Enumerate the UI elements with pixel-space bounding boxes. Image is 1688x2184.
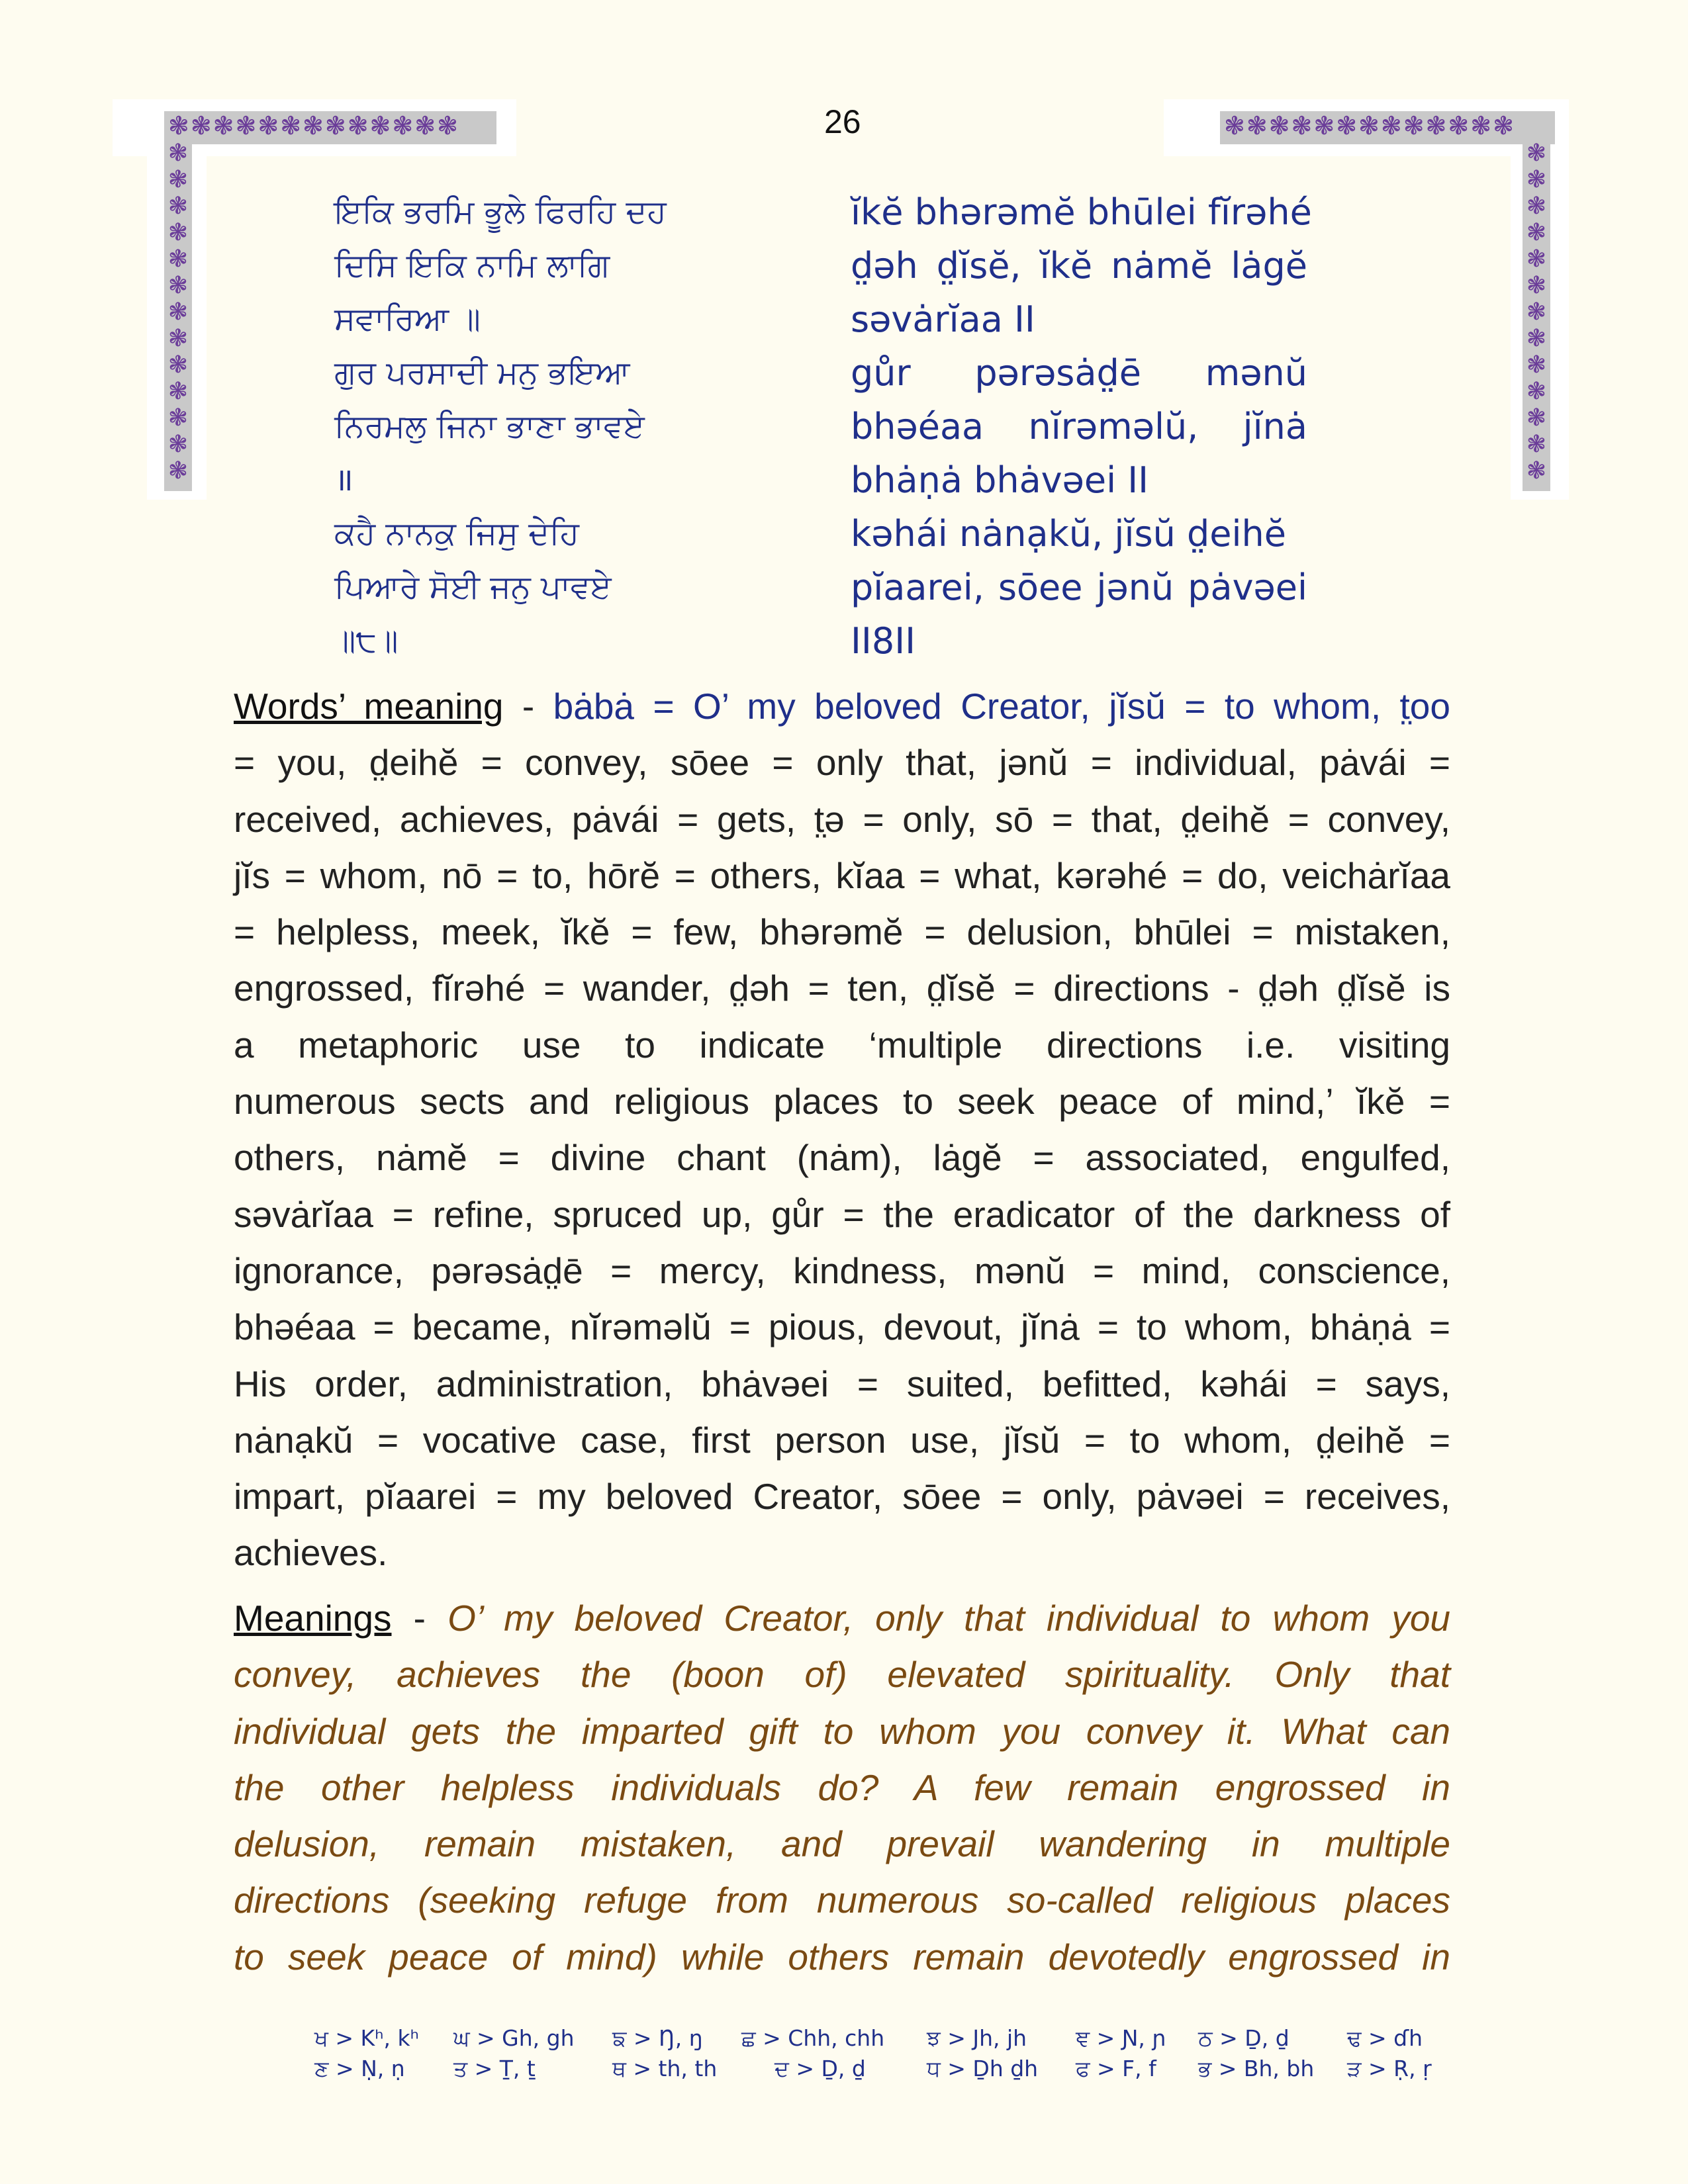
star-glyph: ❃ [1526, 298, 1547, 326]
star-glyph: ❃ [167, 351, 189, 379]
transliteration-line: ĭkĕ bhərəmĕ bhūlei fĭrəhé [851, 191, 1312, 233]
star-glyph: ❃ [1526, 351, 1547, 379]
words-meaning-first-line [234, 678, 1450, 735]
words-meaning-heading: Words’ meaning [234, 686, 504, 727]
key-entry: ਭ > Bh, bh [1198, 2056, 1315, 2081]
heading-separator: - [503, 686, 553, 727]
words-meaning-line: numerous sects and religious places to seek peace of mind,’ ĭkĕ = [234, 1081, 1450, 1122]
words-meaning-line: others, nȧmĕ = divine chant (nȧm), lȧgĕ = associated, engulfed, [234, 1137, 1450, 1179]
meanings-line: to seek peace of mind) while others remain devotedly engrossed in [234, 1936, 1450, 1978]
key-entry: ਖ > Kʰ, kʰ [314, 2025, 419, 2051]
star-glyph: ❃ [167, 166, 189, 193]
verse-transliteration-column [851, 185, 1314, 668]
page-number: 26 [824, 103, 861, 140]
star-glyph: ❃ [167, 272, 189, 299]
key-entry: ਠ > Ḏ, ḏ [1198, 2025, 1289, 2051]
transliteration-line: d̤əh d̤ĭsĕ, ĭkĕ nȧmĕ lȧgĕ [851, 245, 1307, 287]
heading-separator: - [391, 1598, 448, 1639]
words-meaning-section [234, 678, 1450, 1582]
words-meaning-line: jĭs = whom, nō = to, hōrĕ = others, kĭaa = what, kərəhé = do, veichȧrĭaa [234, 854, 1450, 896]
star-glyph: ❃ [1526, 272, 1547, 299]
meanings-line: directions (seeking refuge from numerous so-called religious places [234, 1880, 1450, 1921]
star-border-top-right [1220, 111, 1555, 144]
pronunciation-key-row [314, 2025, 1440, 2056]
star-border-glyphs: ❃❃❃❃❃❃❃❃❃❃❃❃❃ [168, 111, 459, 140]
words-meaning-line: = you, d̤eihĕ = convey, sōee = only that, jənŭ = individual, pȧvái = [234, 742, 1450, 784]
gurmukhi-line: ਇਕਿ ਭਰਮਿ ਭੂਲੇ ਫਿਰਹਿ ਦਹ [334, 193, 667, 230]
key-entry: ਘ > Gh, gh [453, 2025, 575, 2051]
star-border-right [1523, 140, 1550, 491]
gurmukhi-line: ਕਹੈ ਨਾਨਕੁ ਜਿਸੁ ਦੇਹਿ [334, 515, 579, 552]
star-glyph: ❃ [167, 246, 189, 273]
words-meaning-line: engrossed, fĭrəhé = wander, d̤əh = ten, d̤ĭsĕ = directions - d̤əh d̤ĭsĕ is [234, 968, 1450, 1009]
meanings-line: O’ my beloved Creator, only that individual to whom you [447, 1598, 1450, 1639]
words-meaning-line: achieves. [234, 1532, 388, 1574]
key-entry: ਙ > Ŋ, ŋ [612, 2025, 703, 2051]
gurmukhi-line: ਨਿਰਮਲੁ ਜਿਨਾ ਭਾਣਾ ਭਾਵਏ [334, 408, 645, 445]
star-border-top-left [164, 111, 496, 144]
key-entry: ਝ > Jh, jh [927, 2025, 1027, 2051]
meanings-first-line [234, 1590, 1450, 1647]
gurmukhi-line: ਗੁਰ ਪਰਸਾਦੀ ਮਨੁ ਭਇਆ [334, 354, 630, 391]
words-meaning-line: səvȧrĭaa = refine, spruced up, gůr = the eradicator of the darkness of [234, 1193, 1450, 1235]
star-border-glyphs [1523, 140, 1550, 484]
star-glyph: ❃ [1526, 140, 1547, 167]
key-entry: ਦ > Ḏ, ḏ [774, 2056, 866, 2081]
transliteration-line: kəhái nȧnạkŭ, jĭsŭ d̤eihĕ [851, 513, 1286, 555]
key-entry: ੜ > Ṛ, ṛ [1347, 2056, 1432, 2081]
gurmukhi-line: ॥੮॥ [334, 622, 399, 659]
star-border-glyphs [164, 140, 192, 484]
meanings-section [234, 1590, 1450, 1985]
star-glyph: ❃ [167, 193, 189, 220]
key-entry: ਧ > Ḏh ḏh [927, 2056, 1039, 2081]
transliteration-line: pĭaarei, sōee jənŭ pȧvəei [851, 567, 1307, 608]
key-entry: ਤ > Ṯ, ṯ [453, 2056, 536, 2081]
star-glyph: ❃ [167, 325, 189, 352]
star-border-left [164, 140, 192, 491]
meanings-line: the other helpless individuals do? A few remain engrossed in [234, 1766, 1450, 1808]
star-glyph: ❃ [1526, 457, 1547, 484]
star-glyph: ❃ [167, 140, 189, 167]
meanings-line: convey, achieves the (boon of) elevated spirituality. Only that [234, 1654, 1450, 1696]
transliteration-line: bhȧṇȧ bhȧvəei II [851, 459, 1149, 501]
pronunciation-key [314, 2025, 1440, 2086]
key-entry: ਛ > Chh, chh [741, 2025, 885, 2051]
star-glyph: ❃ [1526, 325, 1547, 352]
transliteration-line: bhəéaa nĭrəməlŭ, jĭnȧ [851, 406, 1307, 447]
star-glyph: ❃ [1526, 193, 1547, 220]
words-meaning-line: = helpless, meek, ĭkĕ = few, bhərəmĕ = delusion, bhūlei = mistaken, [234, 911, 1450, 953]
words-meaning-line: a metaphoric use to indicate ‘multiple directions i.e. visiting [234, 1024, 1450, 1066]
star-glyph: ❃ [1526, 404, 1547, 432]
words-meaning-line: bȧbȧ = O’ my beloved Creator, jĭsŭ = to whom, t̤oo [553, 686, 1450, 727]
words-meaning-line: His order, administration, bhȧvəei = suited, befitted, kəhái = says, [234, 1363, 1450, 1404]
star-glyph: ❃ [167, 431, 189, 458]
transliteration-line: II8II [851, 620, 916, 662]
key-entry: ਣ > Ṇ, ṇ [314, 2056, 405, 2081]
verse-gurmukhi-column [334, 185, 705, 668]
words-meaning-line: received, achieves, pȧvái = gets, t̤ə = only, sō = that, d̤eihĕ = convey, [234, 798, 1450, 840]
star-glyph: ❃ [167, 457, 189, 484]
star-glyph: ❃ [167, 219, 189, 246]
star-glyph: ❃ [167, 404, 189, 432]
key-entry: ਞ > Ɲ, ɲ [1076, 2025, 1166, 2051]
key-entry: ਥ > th, th [612, 2056, 718, 2081]
words-meaning-line: bhəéaa = became, nĭrəməlŭ = pious, devout, jĭnȧ = to whom, bhȧṇȧ = [234, 1306, 1450, 1348]
star-glyph: ❃ [1526, 431, 1547, 458]
gurmukhi-line: ਸਵਾਰਿਆ ॥ [334, 300, 481, 338]
star-border-glyphs: ❃❃❃❃❃❃❃❃❃❃❃❃❃ [1224, 111, 1515, 140]
star-glyph: ❃ [1526, 166, 1547, 193]
star-glyph: ❃ [167, 298, 189, 326]
transliteration-line: gůr pərəsȧd̤ē mənŭ [851, 352, 1307, 394]
star-glyph: ❃ [1526, 378, 1547, 405]
words-meaning-line: ignorance, pərəsȧd̤ē = mercy, kindness, mənŭ = mind, conscience, [234, 1250, 1450, 1291]
words-meaning-line: impart, pĭaarei = my beloved Creator, sōee = only, pȧvəei = receives, [234, 1476, 1450, 1518]
star-glyph: ❃ [167, 378, 189, 405]
key-entry: ਢ > ɗh [1347, 2025, 1423, 2051]
gurmukhi-line: ॥ [334, 461, 353, 498]
star-glyph: ❃ [1526, 246, 1547, 273]
meanings-heading: Meanings [234, 1598, 392, 1639]
meanings-line: delusion, remain mistaken, and prevail wandering in multiple [234, 1823, 1450, 1865]
gurmukhi-line: ਪਿਆਰੇ ਸੋਈ ਜਨੁ ਪਾਵਏ [334, 569, 612, 606]
meanings-line: individual gets the imparted gift to whom you convey it. What can [234, 1710, 1450, 1752]
pronunciation-key-row [314, 2056, 1440, 2086]
gurmukhi-line: ਦਿਸਿ ਇਕਿ ਨਾਮਿ ਲਾਗਿ [334, 247, 610, 284]
transliteration-line: səvȧrĭaa II [851, 298, 1035, 340]
key-entry: ਫ > F, f [1076, 2056, 1156, 2081]
star-glyph: ❃ [1526, 219, 1547, 246]
words-meaning-line: nȧnạkŭ = vocative case, first person use, jĭsŭ = to whom, d̤eihĕ = [234, 1419, 1450, 1461]
